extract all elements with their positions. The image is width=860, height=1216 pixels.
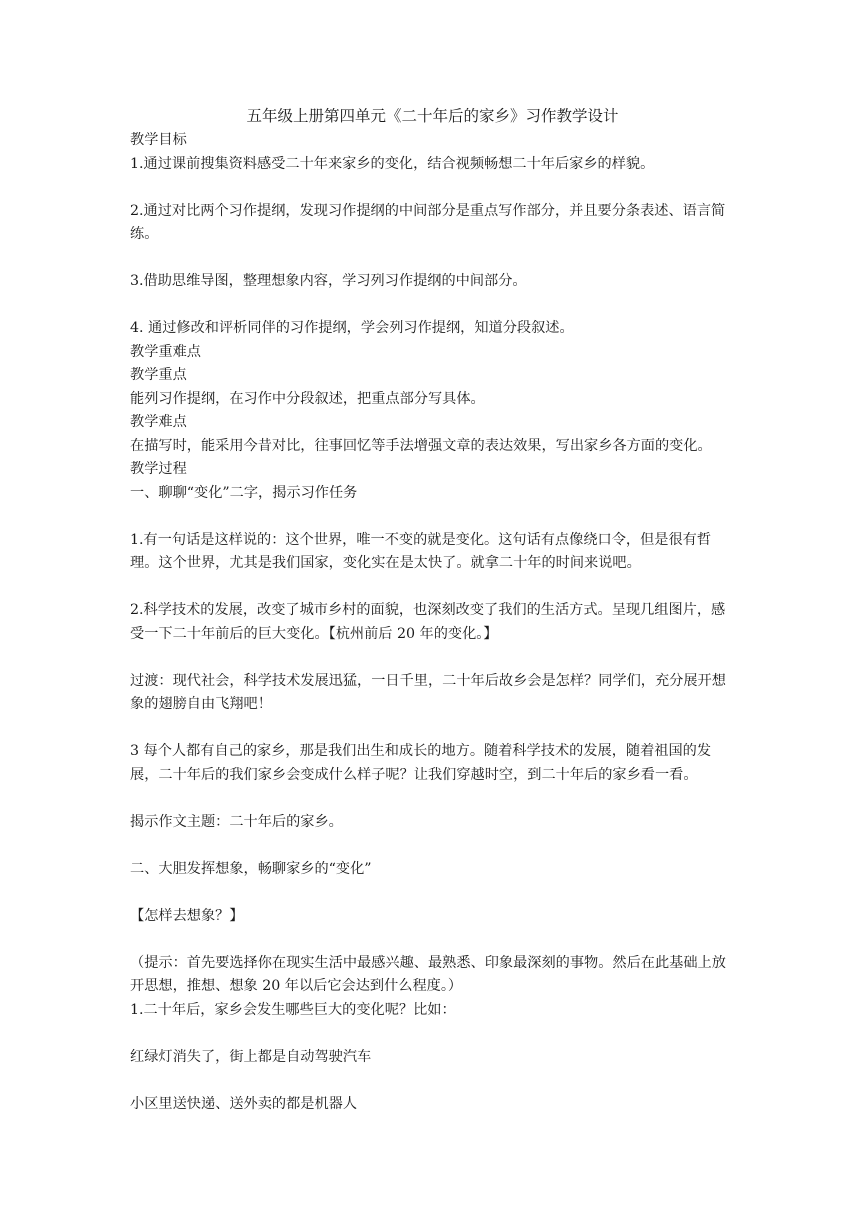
paragraph: 3.借助思维导图，整理想象内容，学习列习作提纲的中间部分。 (130, 273, 527, 289)
paragraph: 教学重难点 (130, 343, 201, 360)
paragraph: 教学难点 (130, 414, 187, 430)
paragraph: 教学目标 (130, 132, 187, 148)
paragraph: 1.通过课前搜集资料感受二十年来家乡的变化，结合视频畅想二十年后家乡的样貌。 (130, 155, 655, 172)
paragraph: 1.二十年后，家乡会发生哪些巨大的变化呢？比如： (130, 1001, 456, 1018)
blank-line (130, 881, 735, 905)
paragraph: 一、聊聊“变化”二字，揭示习作任务 (130, 484, 358, 501)
paragraph: 小区里送快递、送外卖的都是机器人 (130, 1095, 358, 1112)
blank-line (130, 1069, 735, 1093)
blank-line (130, 247, 735, 271)
paragraph: 二、大胆发挥想象，畅聊家乡的“变化” (130, 860, 372, 877)
blank-line (130, 928, 735, 952)
paragraph: 【怎样去想象？】 (130, 907, 244, 924)
paragraph: （提示：首先要选择你在现实生活中最感兴趣、最熟悉、印象最深刻的事物。然后在此基础上放开思想，推想、想象 20 年以后它会达到什么程度。） (130, 954, 726, 994)
paragraph: 3 每个人都有自己的家乡，那是我们出生和成长的地方。随着科学技术的发展，随着祖国的发展，二十年后的我们家乡会变成什么样子呢？让我们穿越时空，到二十年后的家乡看一看。 (130, 743, 712, 783)
paragraph: 过渡：现代社会，科学技术发展迅猛，一日千里，二十年后故乡会是怎样？同学们，充分展开想象的翅膀自由飞翔吧！ (130, 672, 726, 712)
blank-line (130, 294, 735, 318)
document-title: 五年级上册第四单元《二十年后的家乡》习作教学设计 (246, 107, 619, 125)
blank-line (130, 176, 735, 200)
blank-line (130, 834, 735, 858)
document-body (130, 103, 735, 1116)
paragraph: 在描写时，能采用今昔对比，往事回忆等手法增强文章的表达效果，写出家乡各方面的变化。 (130, 437, 712, 454)
paragraph: 1.有一句话是这样说的：这个世界，唯一不变的就是变化。这句话有点像绕口令，但是很有哲理。这个世界，尤其是我们国家，变化实在是太快了。就拿二十年的时间来说吧。 (130, 531, 712, 571)
blank-line (130, 646, 735, 670)
paragraph: 红绿灯消失了，街上都是自动驾驶汽车 (130, 1048, 372, 1065)
paragraph: 能列习作提纲，在习作中分段叙述，把重点部分写具体。 (130, 390, 485, 407)
blank-line (130, 505, 735, 529)
paragraph: 2.通过对比两个习作提纲，发现习作提纲的中间部分是重点写作部分，并且要分条表述、语言简练。 (130, 202, 726, 242)
paragraph: 揭示作文主题：二十年后的家乡。 (130, 813, 343, 830)
paragraph: 4. 通过修改和评析同伴的习作提纲，学会列习作提纲，知道分段叙述。 (130, 320, 574, 336)
blank-line (130, 787, 735, 811)
paragraph: 教学过程 (130, 461, 187, 477)
blank-line (130, 576, 735, 600)
paragraph: 教学重点 (130, 367, 187, 383)
blank-line (130, 1022, 735, 1046)
paragraph: 2.科学技术的发展，改变了城市乡村的面貌，也深刻改变了我们的生活方式。呈现几组图片，感受一下二十年前后的巨大变化。【杭州前后 20 年的变化。】 (130, 602, 726, 642)
blank-line (130, 717, 735, 741)
paragraph-list (130, 129, 735, 1116)
